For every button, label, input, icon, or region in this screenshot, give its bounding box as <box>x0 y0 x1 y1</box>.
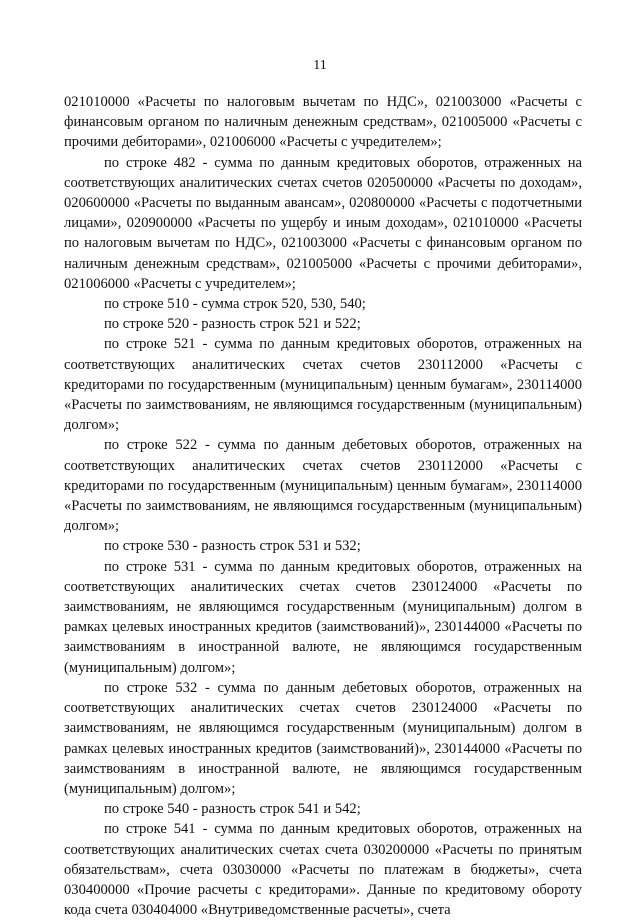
paragraph-line-482: по строке 482 - сумма по данным кредитовых оборотов, отраженных на соответствующих аналитических счетах счетов 020500000 «Расчеты по доходам», 020600000 «Расчеты по выданным авансам», 020800000 «Расчеты с подотчетными лицами», 020900000 «Расчеты по ущербу и иным доходам», 021010000 «Расчеты по налоговым вычетам по НДС», 021003000 «Расчеты с финансовым органом по наличным денежным средствам», 021005000 «Расчеты с прочими дебиторами», 021006000 «Расчеты с учредителем»; <box>64 154 582 292</box>
paragraph-line-522: по строке 522 - сумма по данным дебетовых оборотов, отраженных на соответствующих аналитических счетах счетов 230112000 «Расчеты с кредиторами по государственным (муниципальным) ценным бумагам», 230114000 «Расчеты по заимствованиям, не являющимся государственным (муниципальным) долгом»; <box>64 437 582 535</box>
paragraph-line-521: по строке 521 - сумма по данным кредитовых оборотов, отраженных на соответствующих аналитических счетах счетов 230112000 «Расчеты с кредиторами по государственным (муниципальным) ценным бумагам», 230114000 «Расчеты по заимствованиям, не являющимся государственным (муниципальным) долгом»; <box>64 336 582 434</box>
document-body <box>64 92 582 920</box>
paragraph-line-541: по строке 541 - сумма по данным кредитовых оборотов, отраженных на соответствующих аналитических счетах счета 030200000 «Расчеты по принятым обязательствам», счета 03030000 «Расчеты по платежам в бюджеты», счета 030400000 «Прочие расчеты с кредиторами». Данные по кредитовому обороту кода счета 030404000 «Внутриведомственные расчеты», счета <box>64 821 582 919</box>
paragraph-line-530: по строке 530 - разность строк 531 и 532; <box>104 538 361 555</box>
paragraph-line-520: по строке 520 - разность строк 521 и 522; <box>104 316 361 333</box>
paragraph-line-510: по строке 510 - сумма строк 520, 530, 540; <box>104 296 366 313</box>
paragraph-line-540: по строке 540 - разность строк 541 и 542; <box>104 801 361 818</box>
paragraph-line-532: по строке 532 - сумма по данным дебетовых оборотов, отраженных на соответствующих аналитических счетах счетов 230124000 «Расчеты по заимствованиям, не являющимся государственным (муниципальным) долгом в рамках целевых иностранных кредитов (заимствований)», 230144000 «Расчеты по заимствованиям в иностранной валюте, не являющимся государственным (муниципальным) долгом»; <box>64 679 582 797</box>
paragraph-line-531: по строке 531 - сумма по данным кредитовых оборотов, отраженных на соответствующих аналитических счетах счетов 230124000 «Расчеты по заимствованиям, не являющимся государственным (муниципальным) долгом в рамках целевых иностранных кредитов (заимствований)», 230144000 «Расчеты по заимствованиям в иностранной валюте, не являющимся государственным (муниципальным) долгом»; <box>64 558 582 676</box>
page-number: 11 <box>313 58 327 73</box>
paragraph-continuation: 021010000 «Расчеты по налоговым вычетам по НДС», 021003000 «Расчеты с финансовым органом по наличным денежным средствам», 021005000 «Расчеты с прочими дебиторами», 021006000 «Расчеты с учредителем»; <box>64 94 582 151</box>
